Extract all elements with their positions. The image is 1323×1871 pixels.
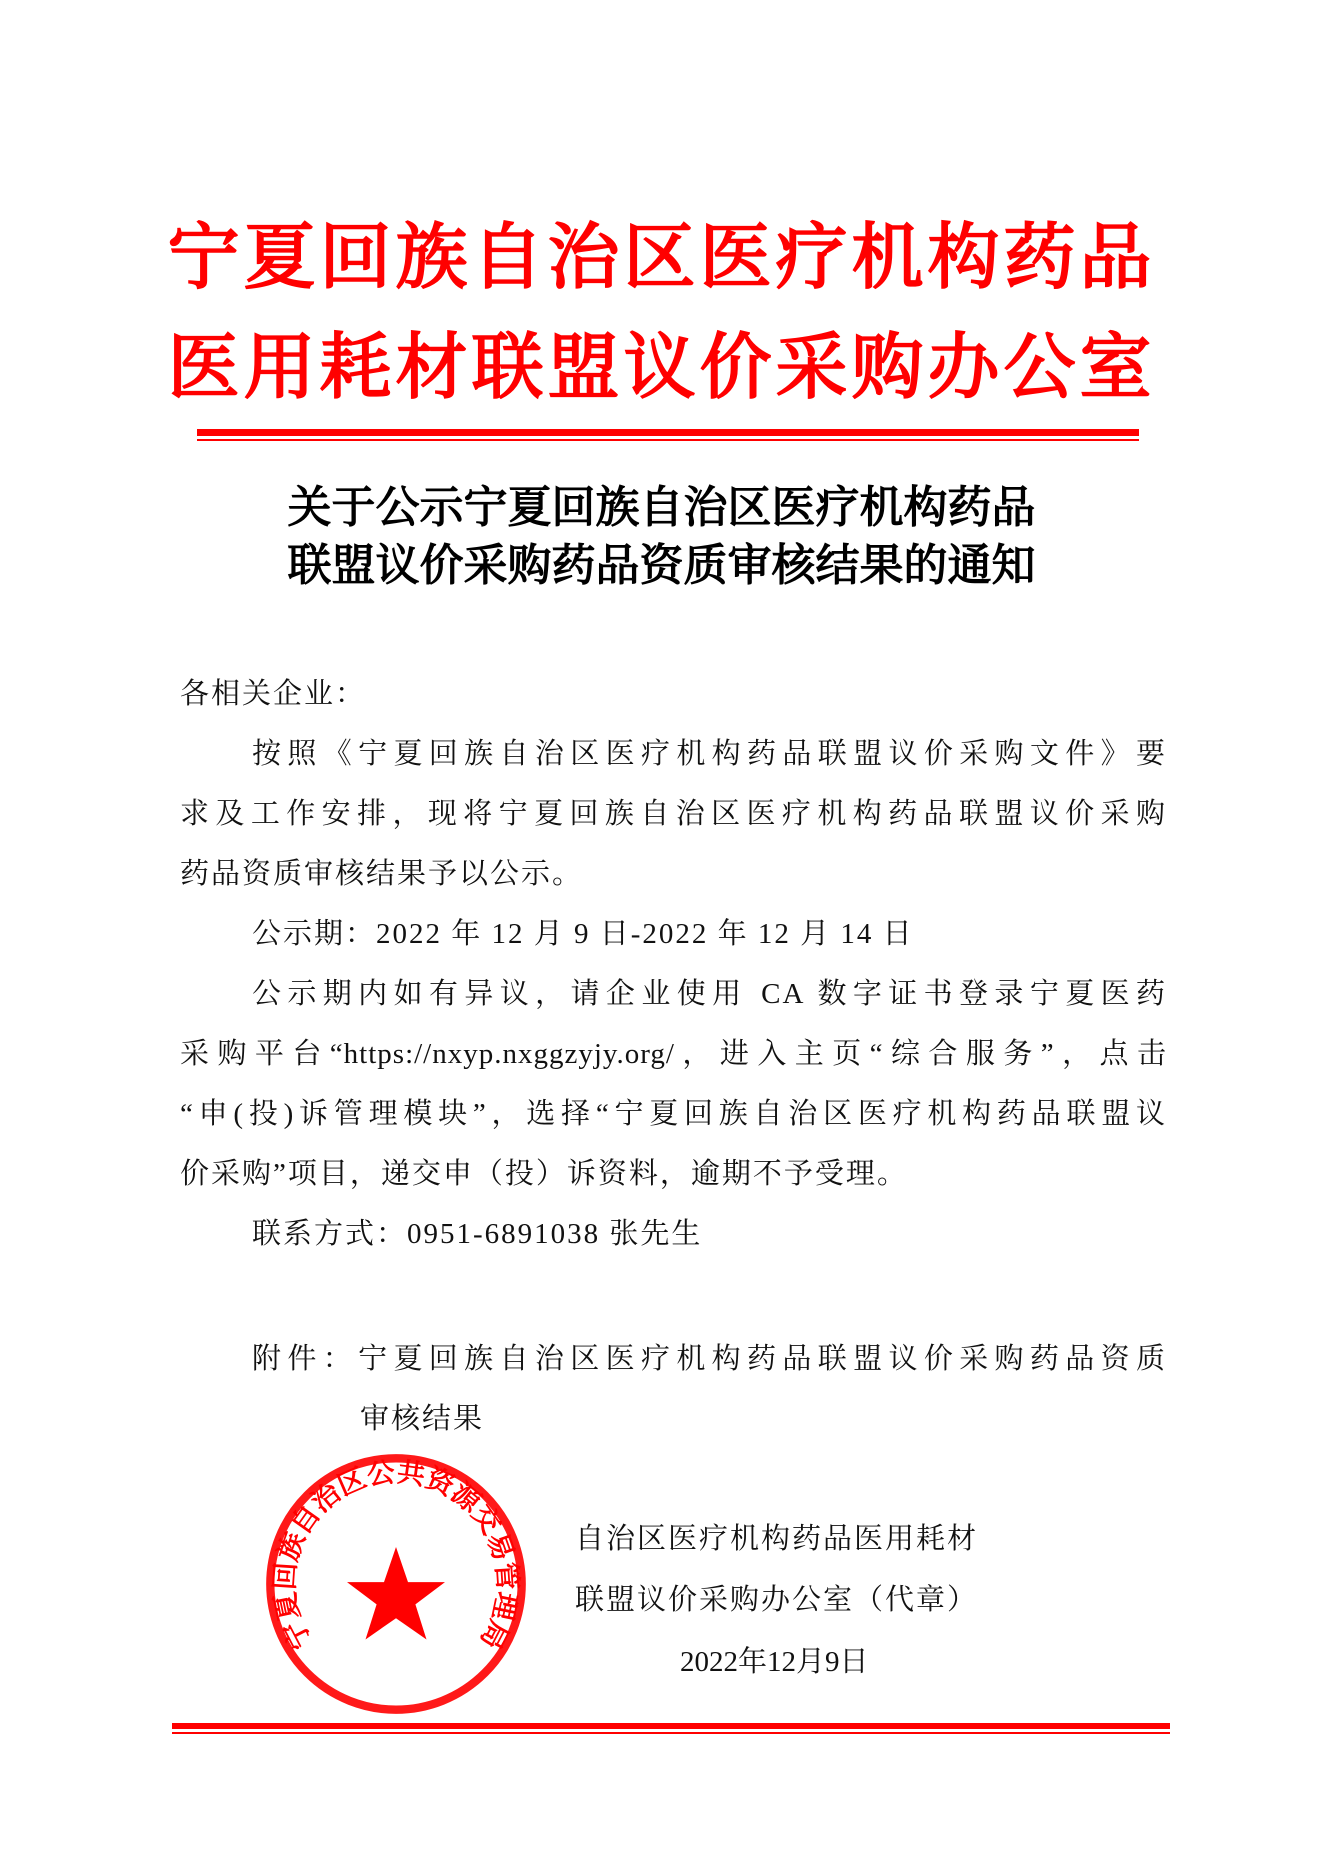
- header-rule-thin: [197, 439, 1139, 441]
- signature-line-1: 自治区医疗机构药品医用耗材: [575, 1523, 979, 1555]
- paragraph-2-line-2: 采购平台“https://nxyp.nxggzyjy.org/，进入主页“综合服务”，点击: [180, 1038, 1167, 1070]
- salutation: 各相关企业：: [180, 678, 367, 710]
- official-seal: [262, 1450, 530, 1718]
- paragraph-2-line-3: “申(投)诉管理模块”，选择“宁夏回族自治区医疗机构药品联盟议: [180, 1098, 1167, 1130]
- footer-rule-thick: [172, 1723, 1170, 1729]
- signature-date: 2022年12月9日: [680, 1646, 869, 1678]
- attachment-line-2: 审核结果: [360, 1403, 485, 1435]
- signature-line-2: 联盟议价采购办公室（代章）: [575, 1584, 979, 1616]
- paragraph-1-line-3: 药品资质审核结果予以公示。: [180, 858, 584, 890]
- attachment-line-1: 附件：宁夏回族自治区医疗机构药品联盟议价采购药品资质: [252, 1343, 1167, 1375]
- header-rule-thick: [197, 429, 1139, 436]
- star-icon: [347, 1547, 445, 1639]
- paragraph-1-line-1: 按照《宁夏回族自治区医疗机构药品联盟议价采购文件》要: [252, 738, 1167, 770]
- paragraph-1-line-2: 求及工作安排，现将宁夏回族自治区医疗机构药品联盟议价采购: [180, 798, 1167, 830]
- header-line-1: 宁夏回族自治区医疗机构药品: [167, 215, 1156, 299]
- contact-info: 联系方式：0951-6891038 张先生: [252, 1218, 703, 1250]
- seal-text: 宁夏回族自治区公共资源交易管理局: [267, 1455, 525, 1655]
- footer-rule-thin: [172, 1732, 1170, 1734]
- title-line-1: 关于公示宁夏回族自治区医疗机构药品: [287, 482, 1036, 533]
- paragraph-2-line-4: 价采购”项目，递交申（投）诉资料，逾期不予受理。: [180, 1158, 908, 1190]
- publicity-period: 公示期：2022 年 12 月 9 日-2022 年 12 月 14 日: [252, 918, 914, 950]
- title-line-2: 联盟议价采购药品资质审核结果的通知: [287, 540, 1036, 591]
- paragraph-2-line-1: 公示期内如有异议，请企业使用 CA 数字证书登录宁夏医药: [252, 978, 1167, 1010]
- header-line-2: 医用耗材联盟议价采购办公室: [167, 325, 1156, 409]
